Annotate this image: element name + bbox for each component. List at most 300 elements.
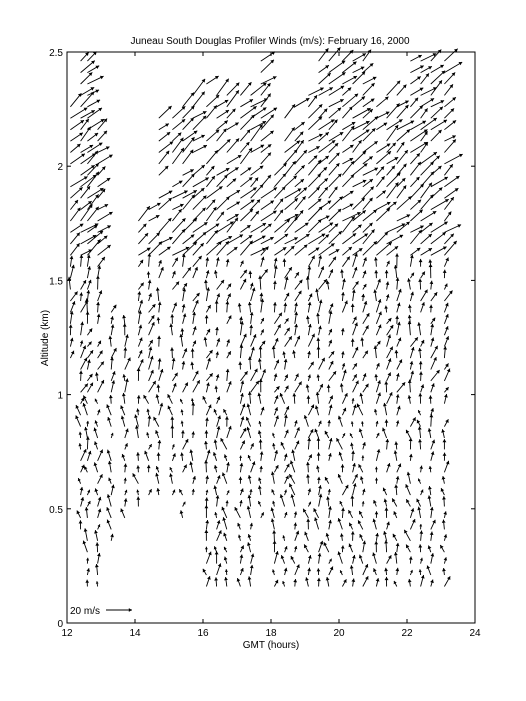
wind-vector-head	[137, 395, 141, 398]
wind-vector-head	[360, 337, 364, 340]
wind-vector-head	[340, 269, 344, 272]
wind-vector-head	[111, 324, 115, 328]
wind-vector-head	[216, 352, 220, 355]
wind-vector-head	[238, 362, 242, 365]
x-tick-label: 12	[61, 628, 73, 639]
wind-vector-field	[68, 47, 463, 586]
wind-vector-head	[111, 380, 115, 384]
wind-vector-head	[444, 394, 448, 398]
wind-vector-head	[158, 440, 162, 443]
wind-vector-head	[333, 257, 336, 261]
wind-vector-head	[180, 510, 184, 514]
wind-vector-head	[169, 473, 173, 477]
wind-vector-head	[456, 176, 460, 179]
wind-vector-head	[146, 432, 149, 435]
y-axis-label: Altitude (km)	[40, 309, 51, 367]
wind-vector-head	[369, 156, 373, 160]
wind-vector-head	[442, 520, 446, 523]
wind-vector-head	[307, 396, 311, 399]
wind-vector-head	[328, 520, 332, 524]
wind-vector-head	[94, 530, 98, 534]
wind-vector-head	[291, 450, 295, 454]
wind-vector-head	[377, 449, 381, 453]
wind-vector-head	[253, 106, 257, 110]
wind-vector-head	[262, 341, 266, 345]
wind-vector-head	[424, 108, 427, 112]
wind-vector-head	[136, 465, 140, 468]
wind-vector-head	[149, 347, 153, 351]
wind-vector-head	[70, 256, 74, 259]
wind-vector-head	[284, 568, 288, 572]
wind-vector-head	[259, 439, 263, 442]
wind-vector-head	[396, 278, 400, 281]
wind-vector-head	[167, 247, 171, 250]
wind-vector-head	[383, 531, 387, 535]
wind-vector-head	[244, 371, 248, 375]
wind-vector-head	[251, 200, 255, 203]
wind-vector-head	[259, 421, 262, 424]
wind-vector-head	[258, 358, 262, 361]
wind-vector-head	[273, 541, 277, 544]
wind-vector-head	[271, 519, 275, 523]
wind-vector-head	[306, 519, 310, 522]
wind-vector-head	[147, 465, 151, 468]
wind-vector-head	[258, 478, 261, 481]
wind-vector-head	[169, 324, 173, 328]
wind-vector-head	[192, 489, 195, 492]
wind-vector-head	[308, 375, 311, 378]
wind-vector-head	[248, 271, 252, 274]
wind-vector-head	[224, 577, 228, 580]
wind-vector-head	[397, 322, 401, 326]
wind-vector-head	[407, 278, 411, 282]
wind-vector-head	[346, 257, 349, 261]
wind-vector-head	[362, 501, 365, 504]
wind-vector-head	[429, 183, 432, 187]
wind-vector-head	[409, 438, 413, 441]
wind-vector-head	[353, 483, 357, 487]
wind-vector-head	[191, 431, 195, 434]
wind-vector-head	[316, 466, 320, 469]
wind-vector-head	[307, 351, 311, 355]
wind-vector-head	[124, 464, 128, 467]
wind-vector-head	[431, 338, 435, 342]
wind-vector-head	[340, 383, 344, 386]
wind-vector-head	[374, 374, 378, 377]
wind-vector-head	[361, 421, 364, 424]
wind-vector-head	[156, 394, 160, 398]
wind-vector-head	[403, 185, 406, 189]
wind-vector-head	[122, 393, 126, 396]
wind-vector-head	[205, 430, 209, 433]
wind-vector-head	[249, 325, 253, 328]
wind-vector-head	[350, 565, 354, 568]
wind-vector-head	[248, 168, 252, 171]
wind-vector-head	[384, 381, 388, 384]
wind-vector-head	[86, 558, 89, 561]
wind-vector-head	[274, 258, 278, 262]
wind-vector-head	[441, 429, 445, 433]
y-tick-label: 0	[57, 619, 63, 630]
wind-vector-head	[361, 455, 364, 458]
wind-vector-head	[170, 314, 174, 317]
wind-vector-head	[430, 281, 434, 284]
wind-vector-head	[395, 316, 399, 319]
wind-vector-head	[443, 270, 447, 273]
wind-vector-head	[172, 358, 176, 361]
wind-vector-head	[293, 579, 297, 582]
wind-vector-head	[134, 415, 138, 419]
wind-vector-head	[139, 325, 143, 329]
wind-vector-head	[327, 385, 331, 388]
wind-vector-head	[123, 347, 127, 350]
wind-vector-head	[407, 472, 411, 476]
wind-vector-head	[352, 463, 356, 467]
wind-vector-head	[156, 287, 160, 290]
wind-vector-head	[376, 578, 380, 582]
wind-vector-head	[136, 452, 140, 455]
wind-vector-head	[160, 403, 164, 407]
wind-vector-head	[419, 524, 422, 527]
wind-vector-head	[443, 346, 447, 349]
wind-vector-head	[342, 61, 346, 64]
wind-vector-head	[418, 544, 422, 547]
wind-vector-head	[319, 300, 323, 304]
wind-vector-head	[316, 338, 320, 341]
wind-vector-head	[408, 321, 412, 324]
wind-vector-head	[214, 386, 218, 389]
wind-vector-head	[431, 553, 435, 557]
wind-vector-head	[80, 120, 84, 123]
wind-vector-head	[291, 494, 295, 498]
wind-vector-head	[442, 476, 446, 480]
wind-vector-head	[419, 531, 423, 534]
wind-vector-head	[385, 420, 389, 423]
wind-vector-head	[251, 554, 255, 558]
wind-vector-head	[111, 485, 115, 489]
wind-vector-head	[191, 398, 194, 401]
wind-vector-head	[444, 534, 448, 537]
wind-vector-head	[442, 496, 446, 499]
wind-vector-head	[368, 50, 371, 54]
wind-vector-head	[272, 346, 276, 349]
wind-vector-head	[274, 374, 278, 378]
wind-vector-head	[157, 384, 161, 387]
wind-vector-head	[308, 324, 312, 328]
wind-vector-head	[182, 304, 186, 308]
wind-vector-head	[226, 259, 230, 263]
wind-vector-head	[396, 543, 400, 546]
wind-vector-head	[247, 542, 251, 546]
wind-vector-head	[375, 478, 378, 481]
wind-vector-head	[316, 313, 320, 316]
wind-vector-head	[419, 259, 423, 262]
wind-vector-head	[225, 301, 229, 304]
wind-vector-head	[190, 362, 194, 365]
wind-vector-head	[170, 417, 174, 420]
wind-vector-head	[71, 265, 75, 269]
wind-vector-head	[226, 462, 230, 466]
wind-vector-head	[250, 523, 253, 526]
x-tick-label: 18	[265, 628, 277, 639]
wind-vector-head	[70, 338, 74, 342]
wind-vector-head	[383, 403, 387, 407]
wind-vector-head	[86, 568, 90, 572]
wind-vector-head	[189, 462, 193, 466]
wind-vector-head	[239, 456, 242, 459]
wind-vector-head	[419, 361, 423, 364]
wind-vector-head	[283, 259, 287, 262]
wind-vector-head	[359, 393, 363, 397]
wind-vector-head	[331, 243, 335, 247]
wind-vector-head	[317, 568, 321, 571]
wind-vector-head	[305, 577, 309, 581]
wind-vector-head	[306, 276, 310, 279]
wind-vector-head	[238, 535, 241, 538]
wind-vector-head	[77, 208, 81, 212]
wind-vector-head	[121, 416, 125, 420]
wind-vector-head	[79, 292, 83, 295]
wind-vector-head	[205, 476, 209, 479]
wind-vector-head	[87, 266, 91, 270]
wind-vector-head	[318, 326, 322, 330]
wind-vector-head	[256, 381, 259, 385]
wind-vector-head	[325, 48, 329, 52]
wind-vector-head	[340, 533, 344, 536]
wind-vector-head	[109, 395, 113, 398]
x-tick-label: 22	[401, 628, 413, 639]
wind-vector-head	[434, 292, 438, 296]
wind-vector-head	[110, 316, 114, 320]
wind-vector-head	[273, 281, 277, 284]
wind-vector-head	[226, 369, 230, 372]
wind-vector-head	[94, 133, 98, 137]
wind-vector-head	[418, 393, 422, 396]
wind-vector-head	[258, 430, 262, 434]
wind-vector-head	[181, 430, 185, 433]
wind-vector-head	[350, 495, 354, 498]
wind-vector-head	[418, 439, 422, 442]
wind-vector-head	[216, 495, 220, 498]
wind-vector-head	[394, 552, 398, 555]
wind-vector-head	[385, 507, 389, 510]
wind-vector-head	[306, 474, 310, 477]
wind-vector-head	[148, 280, 152, 284]
wind-vector-head	[274, 450, 278, 454]
wind-vector-head	[158, 302, 162, 305]
wind-vector-head	[385, 577, 389, 580]
wind-vector-head	[204, 280, 208, 283]
wind-vector-head	[300, 140, 303, 144]
wind-vector-head	[123, 323, 127, 326]
wind-vector-head	[158, 358, 162, 361]
wind-vector-head	[352, 398, 355, 401]
wind-vector-head	[260, 166, 264, 170]
wind-vector-head	[85, 507, 89, 510]
wind-vector-head	[341, 545, 345, 548]
reference-vector-arrow	[106, 608, 132, 612]
wind-vector-head	[205, 418, 209, 421]
wind-vector-head	[205, 257, 209, 260]
y-tick-label: 2.5	[49, 48, 63, 59]
wind-vector-head	[247, 506, 251, 510]
wind-vector-head	[284, 454, 288, 458]
wind-vector-head	[85, 580, 89, 583]
wind-vector-head	[396, 394, 400, 397]
wind-vector-head	[377, 341, 380, 345]
wind-vector-head	[373, 519, 377, 523]
wind-vector-head	[420, 558, 423, 561]
wind-vector-head	[306, 462, 310, 465]
wind-vector-head	[148, 415, 152, 418]
wind-vector-head	[257, 393, 261, 397]
wind-vector-head	[384, 306, 388, 309]
wind-vector-head	[202, 79, 206, 83]
wind-vector-head	[275, 551, 279, 555]
wind-vector-head	[272, 530, 276, 533]
wind-vector-head	[272, 569, 275, 572]
wind-vector-head	[87, 360, 91, 364]
wind-vector-head	[421, 575, 425, 579]
wind-vector-head	[375, 511, 379, 514]
wind-vector-head	[384, 540, 388, 543]
wind-vector-head	[410, 292, 414, 296]
wind-vector-head	[239, 477, 243, 480]
wind-vector-head	[241, 416, 245, 420]
wind-vector-head	[417, 77, 421, 80]
wind-vector-head	[107, 494, 111, 498]
wind-vector-head	[394, 485, 398, 488]
wind-vector-head	[147, 272, 151, 275]
wind-vector-head	[374, 257, 378, 260]
wind-vector-head	[351, 531, 355, 534]
wind-vector-head	[433, 118, 437, 121]
wind-vector-head	[247, 225, 251, 229]
wind-vector-head	[85, 119, 89, 123]
wind-vector-head	[449, 164, 453, 168]
wind-vector-head	[183, 314, 187, 318]
wind-vector-head	[217, 426, 221, 430]
wind-vector-head	[282, 535, 285, 538]
wind-vector-head	[249, 489, 252, 492]
wind-vector-head	[341, 508, 345, 511]
wind-vector-head	[327, 420, 331, 423]
wind-vector-head	[155, 473, 159, 477]
wind-vector-head	[181, 328, 185, 331]
wind-vector-head	[431, 451, 435, 455]
wind-vector-head	[205, 497, 209, 500]
wind-vector-head	[375, 467, 378, 470]
wind-vector-head	[395, 253, 399, 256]
wind-vector-head	[308, 555, 312, 559]
wind-vector-head	[385, 439, 389, 442]
wind-vector-head	[360, 476, 364, 480]
wind-vector-head	[226, 500, 229, 503]
wind-vector-head	[284, 234, 288, 237]
wind-vector-head	[409, 556, 413, 559]
wind-vector-head	[317, 578, 321, 581]
wind-vector-head	[248, 495, 252, 498]
wind-vector-head	[205, 520, 209, 523]
wind-vector-head	[191, 402, 195, 405]
wind-vector-head	[429, 395, 433, 398]
wind-vector-head	[418, 279, 422, 282]
wind-vector-head	[213, 486, 217, 490]
wind-vector-head	[374, 409, 377, 412]
wind-vector-head	[228, 284, 231, 288]
wind-vector-head	[410, 361, 414, 365]
y-tick-label: 2	[57, 162, 63, 174]
wind-vector-head	[341, 292, 345, 295]
wind-vector-head	[329, 405, 333, 409]
wind-vector-head	[125, 334, 129, 338]
x-tick-label: 24	[469, 628, 481, 639]
wind-vector-head	[86, 437, 90, 440]
wind-vector-head	[89, 328, 92, 332]
wind-vector-head	[386, 294, 390, 298]
wind-vector-head	[225, 416, 229, 419]
wind-vector-head	[204, 441, 208, 444]
wind-vector-head	[417, 322, 421, 325]
wind-vector-head	[95, 564, 99, 567]
wind-vector-head	[408, 315, 412, 318]
wind-vector-head	[443, 453, 447, 456]
wind-vector-head	[318, 255, 322, 258]
wind-vector-head	[90, 350, 93, 354]
wind-vector-head	[362, 541, 366, 545]
x-axis-label: GMT (hours)	[242, 640, 300, 651]
wind-vector-head	[101, 257, 105, 261]
wind-vector-head	[225, 79, 228, 83]
reference-vector-key	[70, 606, 132, 617]
wind-vector-head	[307, 438, 311, 441]
wind-vector-head	[248, 475, 252, 479]
wind-vector-head	[238, 303, 242, 306]
wind-vector-head	[342, 279, 346, 283]
wind-vector-head	[418, 426, 422, 429]
wind-vector-head	[317, 374, 321, 377]
chart-title: Juneau South Douglas Profiler Winds (m/s): February 16, 2000	[130, 36, 410, 47]
wind-vector-head	[294, 546, 297, 549]
wind-vector-head	[214, 465, 218, 469]
wind-vector-head	[157, 336, 161, 339]
wind-vector-head	[294, 303, 298, 307]
wind-vector-head	[86, 421, 89, 424]
wind-vector-head	[432, 318, 435, 322]
wind-vector-head	[374, 541, 378, 544]
wind-vector-head	[79, 432, 82, 435]
wind-vector-head	[326, 577, 330, 581]
wind-vector-head	[329, 438, 333, 442]
wind-vector-head	[247, 404, 251, 408]
wind-vector-head	[79, 371, 83, 374]
wind-vector-head	[352, 555, 356, 559]
wind-vector-head	[384, 499, 388, 503]
wind-vector-head	[108, 336, 112, 339]
wind-vector-head	[273, 302, 277, 305]
y-axis-ticks	[49, 48, 475, 630]
x-axis-ticks	[61, 52, 481, 639]
wind-vector-head	[283, 303, 287, 306]
x-tick-label: 16	[197, 628, 209, 639]
wind-vector-head	[157, 453, 161, 456]
wind-vector-head	[326, 533, 330, 537]
wind-vector-head	[84, 528, 88, 532]
wind-vector-head	[288, 336, 291, 340]
wind-vector-head	[351, 451, 355, 454]
wind-vector-head	[450, 197, 454, 201]
y-tick-label: 1.5	[49, 276, 63, 288]
